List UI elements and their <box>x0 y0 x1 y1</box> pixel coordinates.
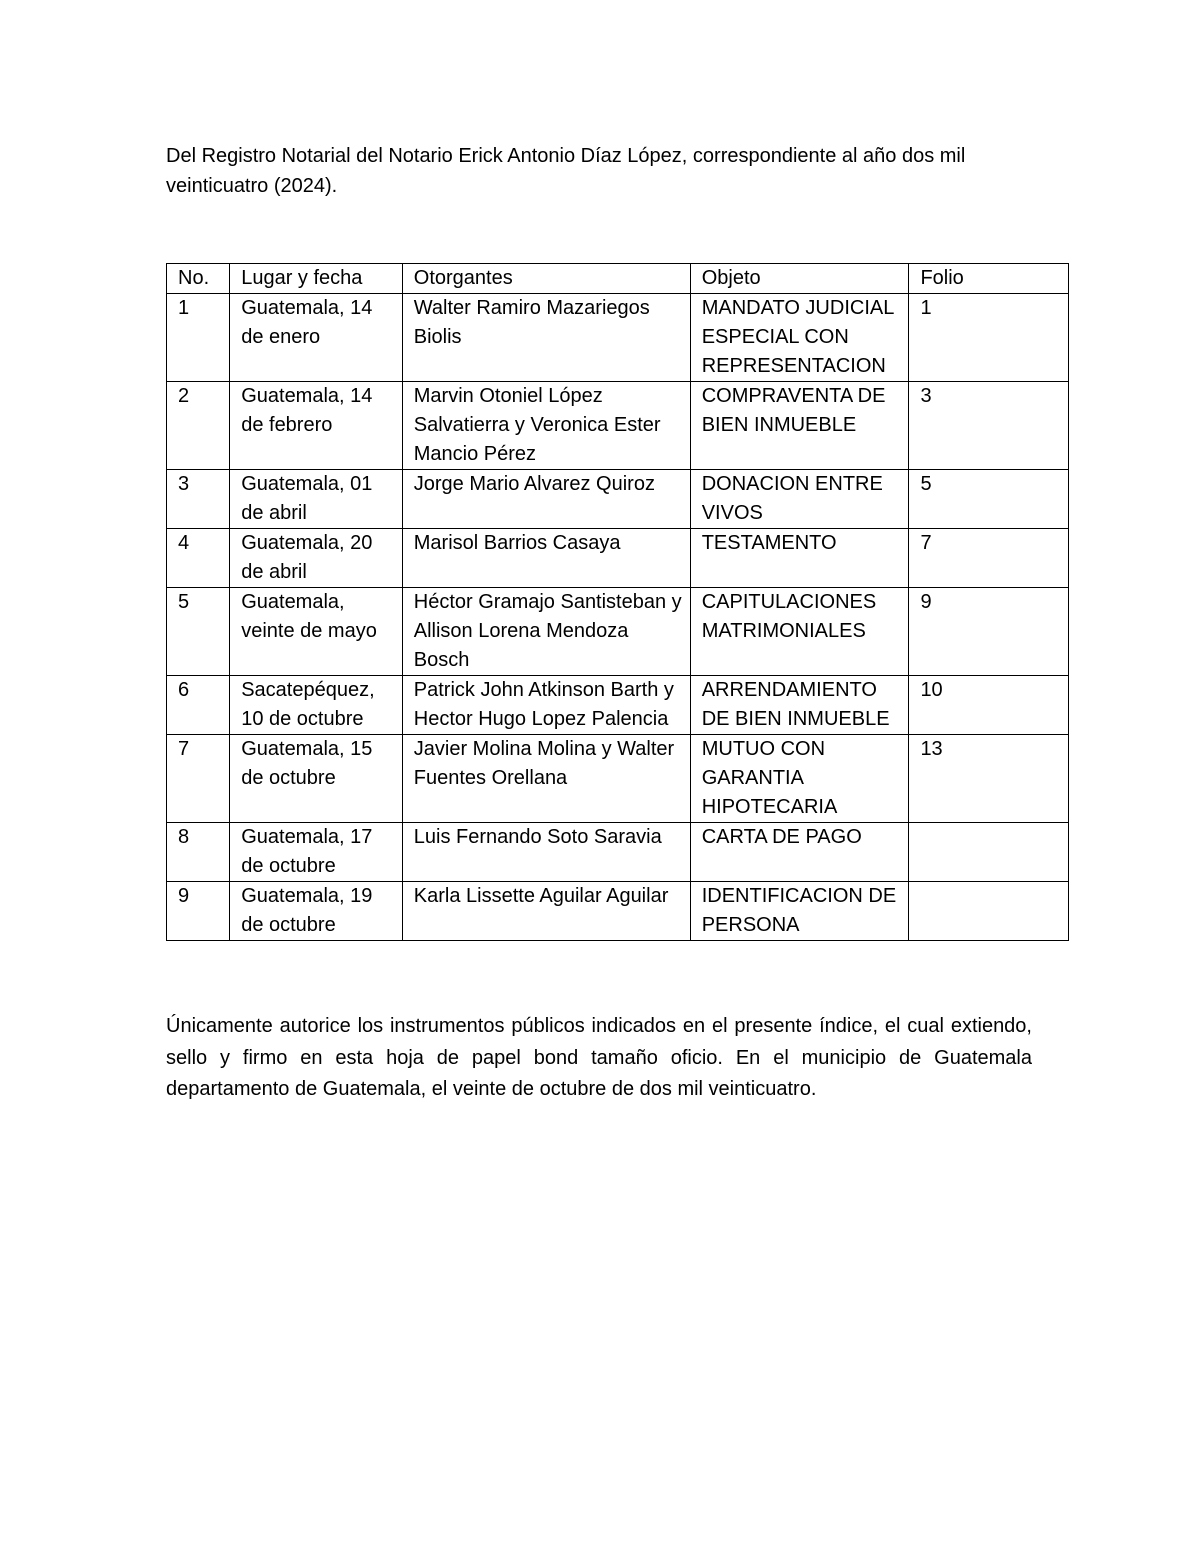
closing-paragraph: Únicamente autorice los instrumentos públicos indicados en el presente índice, el cual extiendo, sello y firmo en esta hoja de papel bond tamaño oficio. En el municipio de Guatemala departamento de Guatemala, el veinte de octubre de dos mil veinticuatro. <box>166 1015 1032 1100</box>
cell-no: 8 <box>167 823 230 882</box>
cell-otorgantes: Javier Molina Molina y Walter Fuentes Orellana <box>402 735 690 823</box>
cell-folio: 7 <box>909 529 1069 588</box>
cell-no: 9 <box>167 882 230 941</box>
cell-folio <box>909 882 1069 941</box>
cell-folio: 3 <box>909 382 1069 470</box>
table-row <box>167 588 1069 676</box>
cell-lugar-fecha: Guatemala, 20 de abril <box>230 529 403 588</box>
cell-otorgantes: Jorge Mario Alvarez Quiroz <box>402 470 690 529</box>
cell-no: 5 <box>167 588 230 676</box>
cell-otorgantes: Patrick John Atkinson Barth y Hector Hugo Lopez Palencia <box>402 676 690 735</box>
cell-otorgantes: Marvin Otoniel López Salvatierra y Veronica Ester Mancio Pérez <box>402 382 690 470</box>
cell-objeto: CARTA DE PAGO <box>690 823 909 882</box>
cell-objeto: COMPRAVENTA DE BIEN INMUEBLE <box>690 382 909 470</box>
cell-objeto: IDENTIFICACION DE PERSONA <box>690 882 909 941</box>
cell-objeto: ARRENDAMIENTO DE BIEN INMUEBLE <box>690 676 909 735</box>
cell-objeto: MUTUO CON GARANTIA HIPOTECARIA <box>690 735 909 823</box>
cell-objeto: MANDATO JUDICIAL ESPECIAL CON REPRESENTACION <box>690 294 909 382</box>
table-row <box>167 676 1069 735</box>
header-otorgantes: Otorgantes <box>402 264 690 294</box>
cell-lugar-fecha: Guatemala, 19 de octubre <box>230 882 403 941</box>
cell-otorgantes: Luis Fernando Soto Saravia <box>402 823 690 882</box>
cell-folio <box>909 823 1069 882</box>
cell-no: 4 <box>167 529 230 588</box>
table-row <box>167 382 1069 470</box>
cell-lugar-fecha: Guatemala, 15 de octubre <box>230 735 403 823</box>
cell-otorgantes: Marisol Barrios Casaya <box>402 529 690 588</box>
cell-otorgantes: Walter Ramiro Mazariegos Biolis <box>402 294 690 382</box>
table-row <box>167 529 1069 588</box>
registro-table <box>166 263 1069 941</box>
header-lugar-fecha: Lugar y fecha <box>230 264 403 294</box>
table-row <box>167 823 1069 882</box>
table-row <box>167 882 1069 941</box>
cell-lugar-fecha: Guatemala, veinte de mayo <box>230 588 403 676</box>
table-row <box>167 294 1069 382</box>
table-row <box>167 470 1069 529</box>
cell-no: 6 <box>167 676 230 735</box>
cell-no: 2 <box>167 382 230 470</box>
table-header-row <box>167 264 1069 294</box>
cell-otorgantes: Héctor Gramajo Santisteban y Allison Lorena Mendoza Bosch <box>402 588 690 676</box>
cell-objeto: TESTAMENTO <box>690 529 909 588</box>
cell-folio: 1 <box>909 294 1069 382</box>
table-row <box>167 735 1069 823</box>
header-no: No. <box>167 264 230 294</box>
cell-no: 3 <box>167 470 230 529</box>
cell-folio: 13 <box>909 735 1069 823</box>
cell-folio: 5 <box>909 470 1069 529</box>
cell-lugar-fecha: Sacatepéquez, 10 de octubre <box>230 676 403 735</box>
cell-otorgantes: Karla Lissette Aguilar Aguilar <box>402 882 690 941</box>
cell-objeto: CAPITULACIONES MATRIMONIALES <box>690 588 909 676</box>
cell-no: 7 <box>167 735 230 823</box>
cell-no: 1 <box>167 294 230 382</box>
cell-lugar-fecha: Guatemala, 14 de enero <box>230 294 403 382</box>
cell-folio: 10 <box>909 676 1069 735</box>
cell-lugar-fecha: Guatemala, 17 de octubre <box>230 823 403 882</box>
cell-objeto: DONACION ENTRE VIVOS <box>690 470 909 529</box>
header-folio: Folio <box>909 264 1069 294</box>
intro-paragraph: Del Registro Notarial del Notario Erick Antonio Díaz López, correspondiente al año dos mil veinticuatro (2024). <box>166 145 966 197</box>
header-objeto: Objeto <box>690 264 909 294</box>
cell-folio: 9 <box>909 588 1069 676</box>
cell-lugar-fecha: Guatemala, 01 de abril <box>230 470 403 529</box>
cell-lugar-fecha: Guatemala, 14 de febrero <box>230 382 403 470</box>
